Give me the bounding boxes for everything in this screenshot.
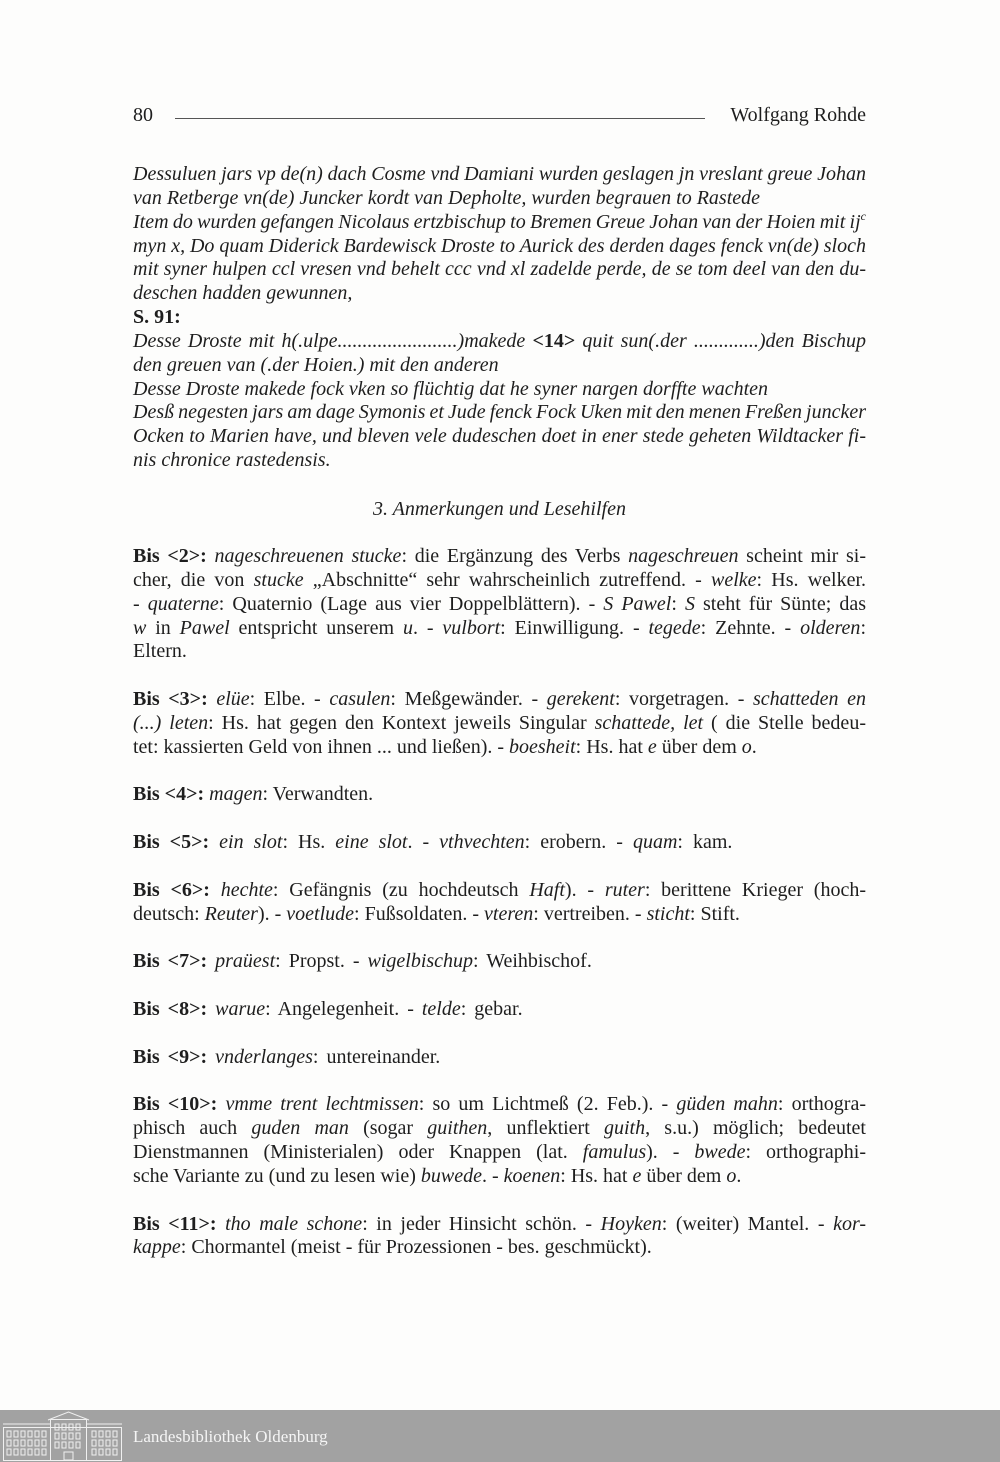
source-text: Desse Droste mit h(.ulpe........................)makede [133, 329, 533, 352]
source-text: Dessuluen jars vp de(n) dach Cosme vnd Damiani wurden geslagen jn vreslant greue Johan [133, 163, 866, 185]
note-text: : [860, 616, 866, 639]
note-text: : Stift. [689, 902, 740, 925]
note-text: : in jeder Hinsicht schön. - [362, 1212, 601, 1235]
source-entry [133, 163, 866, 211]
note-text: : Angelegenheit. - [265, 998, 422, 1021]
note-text: : Hs. hat [560, 1164, 633, 1187]
library-name: Landesbibliothek Oldenburg [133, 1427, 328, 1446]
library-building-logo [0, 1410, 125, 1462]
source-text: mit syner hulpen ccl vresen vnd behelt ccc vnd xl zadelde perde, de se tom deel van den du- [133, 258, 866, 281]
lemma: ruter [604, 878, 645, 901]
lemma: nageschreuenen stucke [206, 545, 402, 567]
note-label: Bis <7>: [133, 950, 208, 973]
source-line [133, 425, 866, 449]
source-line [133, 235, 866, 259]
lemma: bwede [694, 1141, 746, 1164]
lemma: w [133, 616, 147, 639]
note-text: : Einwilligung. - [500, 616, 649, 639]
note-paragraph [133, 879, 866, 927]
lemma: quaterne [147, 592, 219, 615]
note-text: ( die Stelle bedeu- [703, 711, 866, 734]
lemma: olderen [800, 616, 861, 639]
lemma: vmme trent lechtmissen [217, 1093, 419, 1116]
lemma: kor- [833, 1212, 866, 1235]
source-line [133, 354, 866, 378]
note-text: : Hs. hat gegen den Kontext jeweils Singular [208, 711, 595, 734]
header-rule [175, 118, 705, 119]
running-head-author: Wolfgang Rohde [730, 104, 866, 126]
note-text: . [736, 1164, 742, 1187]
note-text: tet: kassierten Geld von ihnen ... und ließen). - [133, 735, 510, 758]
note-paragraph [133, 831, 866, 855]
note-text: „Abschnitte“ sehr wahrscheinlich zutreffend. - [303, 568, 711, 591]
note-text: : untereinander. [312, 1045, 441, 1068]
lemma: boesheit [509, 735, 576, 758]
note-label: Bis <10>: [133, 1093, 218, 1116]
note-label: Bis <3>: [133, 688, 208, 711]
source-text: deschen hadden gewunnen, [133, 282, 353, 305]
lemma: S Pawel [603, 592, 672, 615]
lemma: o [741, 735, 752, 758]
note-text: : (weiter) Mantel. - [661, 1212, 834, 1235]
source-text: nis chronice rastedensis. [133, 449, 331, 472]
note-text: - [133, 592, 148, 615]
source-text: myn x, Do quam Diderick Bardewisck Droste to Aurick des derden dages fenck vn(de) sloch [133, 234, 866, 257]
source-line [133, 306, 866, 330]
note-text: : Verwandten. [262, 783, 374, 806]
note-text: über dem [641, 1164, 727, 1187]
note-text: : die Ergänzung des Verbs [401, 545, 629, 567]
note-text: : [671, 592, 685, 615]
note-text: sche Variante zu (und zu lesen wie) [133, 1164, 421, 1187]
note-text: . - [481, 1164, 504, 1187]
source-text: den greuen van (.der Hoien.) mit den anderen [133, 353, 499, 376]
source-text: van Retberge vn(de) Juncker kordt van Depholte, wurden begrauen to Rastede [133, 186, 761, 209]
note-line [133, 831, 866, 855]
source-entry [133, 306, 866, 330]
note-text: : Hs. [282, 831, 336, 854]
lemma: elüe [207, 688, 250, 711]
lemma: (...) leten [133, 711, 209, 734]
source-line [133, 208, 866, 235]
source-entry [133, 401, 866, 473]
note-text: . - [412, 616, 443, 639]
source-text: Desse Droste makede fock vken so flüchtig dat he syner nargen dorffte wachten [133, 377, 769, 400]
note-line [133, 1046, 866, 1070]
note-paragraph [133, 1046, 866, 1070]
lemma: Reuter [204, 902, 258, 925]
note-text: : Fußsoldaten. - [354, 902, 485, 925]
source-line [133, 401, 866, 425]
note-text: : vertreiben. - [533, 902, 647, 925]
source-entry [133, 330, 866, 378]
note-text: : Hs. welker. [756, 568, 867, 591]
note-line [133, 783, 866, 807]
lemma: sticht [646, 902, 690, 925]
note-line [133, 688, 866, 712]
lemma: wigelbischup [367, 950, 474, 973]
note-text: entspricht unserem [229, 616, 403, 639]
lemma: Hoyken [600, 1212, 662, 1235]
note-text: : Chormantel (meist - für Prozessionen - bes. geschmückt). [180, 1236, 652, 1259]
source-line [133, 258, 866, 282]
lemma: buwede [420, 1164, 482, 1187]
lemma: vnderlanges [207, 1045, 313, 1068]
lemma: famulus [582, 1141, 647, 1164]
note-line [133, 712, 866, 736]
note-text: in [146, 616, 180, 639]
superscript: c [860, 208, 866, 223]
note-text: : Weihbischof. [473, 950, 592, 973]
note-label: Bis <2>: [133, 545, 207, 567]
source-line [133, 378, 866, 402]
note-line [133, 1141, 866, 1165]
lemma: vteren [484, 902, 534, 925]
lemma: vthvechten [439, 831, 525, 854]
note-text: : Meßgewänder. - [390, 688, 547, 711]
lemma: quam [632, 831, 678, 854]
note-text: steht für Sünte; das [694, 592, 866, 615]
note-text: ). - [646, 1141, 695, 1164]
note-text: : berittene Krieger (hoch- [644, 878, 866, 901]
lemma: guden man [251, 1117, 349, 1140]
note-text: ). - [257, 902, 287, 925]
note-text: : Hs. hat [575, 735, 648, 758]
note-label: Bis <6>: [133, 878, 210, 901]
lemma: guithen [427, 1117, 488, 1140]
lemma: hechte [209, 878, 273, 901]
note-text: : vorgetragen. - [614, 688, 753, 711]
source-text: quit sun(.der .............)den Bischup [575, 329, 866, 352]
lemma: warue [207, 998, 266, 1021]
note-text: : so um Lichtmeß (2. Feb.). - [418, 1093, 677, 1116]
note-label: Bis <11>: [133, 1212, 217, 1235]
source-line [133, 187, 866, 211]
note-label: Bis <5>: [133, 831, 210, 854]
note-text: : Quaternio (Lage aus vier Doppelblättern). - [218, 592, 604, 615]
lemma: koenen [503, 1164, 561, 1187]
source-text: Item do wurden gefangen Nicolaus ertzbischup to Bremen Greue Johan van der Hoien mit ij [133, 210, 861, 233]
footer-bar [0, 1410, 1000, 1462]
note-label: Bis <9>: [133, 1045, 208, 1068]
source-text: Desß negesten jars am dage Symonis et Jude fenck Fock Uken mit den menen Freßen juncker [133, 401, 866, 424]
note-paragraph [133, 1213, 866, 1261]
source-line [133, 282, 866, 306]
lemma: guith [603, 1117, 646, 1140]
note-text: : Gefängnis (zu hochdeutsch [272, 878, 530, 901]
note-line [133, 950, 866, 974]
lemma: e [647, 735, 657, 758]
source-marker: S. 91: [133, 306, 181, 329]
lemma: gerekent [546, 688, 615, 711]
lemma: schattede, let [594, 711, 704, 734]
note-line [133, 545, 866, 569]
lemma: eine slot [335, 831, 408, 854]
note-text: , s.u.) möglich; bedeutet [645, 1117, 866, 1140]
note-text: : kam. [677, 831, 733, 854]
note-text: phisch auch [133, 1117, 252, 1140]
logo-pediment [48, 1412, 89, 1420]
source-text: Ocken to Marien have, und bleven vele dudeschen doet in ener stede geheten Wildtacker fi- [133, 425, 866, 448]
source-line [133, 449, 866, 473]
note-text: deutsch: [133, 902, 205, 925]
note-label: Bis <4>: [133, 783, 205, 806]
note-line [133, 1165, 866, 1189]
lemma: nageschreuen [628, 545, 739, 567]
lemma: welke [711, 568, 757, 591]
note-text: : gebar. [460, 998, 523, 1021]
lemma: o [726, 1164, 737, 1187]
lemma: S [684, 592, 695, 615]
note-text: über dem [656, 735, 742, 758]
note-text: . - [407, 831, 440, 854]
source-text-block [133, 163, 866, 473]
note-paragraph [133, 688, 866, 760]
note-paragraph [133, 1093, 866, 1188]
note-text: : orthogra- [777, 1093, 866, 1116]
note-text: Dienstmannen (Ministerialen) oder Knappen (lat. [133, 1141, 583, 1164]
note-line [133, 1213, 866, 1237]
lemma: Haft [529, 878, 565, 901]
logo-windows [7, 1424, 117, 1460]
lemma: Pawel [179, 616, 230, 639]
note-paragraph [133, 545, 866, 664]
note-line [133, 569, 866, 593]
source-line [133, 163, 866, 187]
note-line [133, 1236, 866, 1260]
lemma: tegede [648, 616, 701, 639]
lemma: güden mahn [676, 1093, 778, 1116]
note-paragraph [133, 998, 866, 1022]
note-line [133, 903, 866, 927]
page-number: 80 [133, 104, 153, 126]
notes-block [133, 545, 866, 1284]
source-entry [133, 208, 866, 306]
lemma: casulen [329, 688, 391, 711]
lemma: stucke [253, 568, 304, 591]
note-line [133, 640, 866, 664]
lemma: schatteden en [753, 688, 867, 711]
note-line [133, 617, 866, 641]
note-line [133, 1117, 866, 1141]
note-text: : Elbe. - [249, 688, 330, 711]
note-text: : erobern. - [524, 831, 633, 854]
note-text: scheint mir si- [738, 545, 866, 567]
note-text: : Zehnte. - [700, 616, 801, 639]
note-label: Bis <8>: [133, 998, 208, 1021]
section-heading: 3. Anmerkungen und Lesehilfen [373, 498, 626, 520]
lemma: vulbort [442, 616, 501, 639]
note-text: cher, die von [133, 568, 254, 591]
note-paragraph [133, 783, 866, 807]
note-line [133, 593, 866, 617]
note-line [133, 1093, 866, 1117]
lemma: praüest [207, 950, 276, 973]
lemma: ein slot [209, 831, 283, 854]
lemma: kappe [133, 1236, 181, 1259]
source-entry [133, 378, 866, 402]
note-line [133, 879, 866, 903]
note-line [133, 736, 866, 760]
note-text: , unflektiert [487, 1117, 604, 1140]
lemma: u [402, 616, 413, 639]
lemma: e [632, 1164, 642, 1187]
source-line [133, 330, 866, 354]
lemma: voetlude [286, 902, 355, 925]
note-line [133, 998, 866, 1022]
note-text: (sogar [348, 1117, 428, 1140]
note-paragraph [133, 950, 866, 974]
note-text: . [751, 735, 757, 758]
note-text: ). - [564, 878, 605, 901]
lemma: magen [204, 783, 263, 806]
note-text: : orthographi- [745, 1141, 866, 1164]
lemma: tho male schone [216, 1212, 363, 1235]
note-text: Eltern. [133, 640, 187, 663]
note-text: : Propst. - [275, 950, 368, 973]
lemma: telde [421, 998, 461, 1021]
source-marker: <14> [532, 329, 576, 352]
